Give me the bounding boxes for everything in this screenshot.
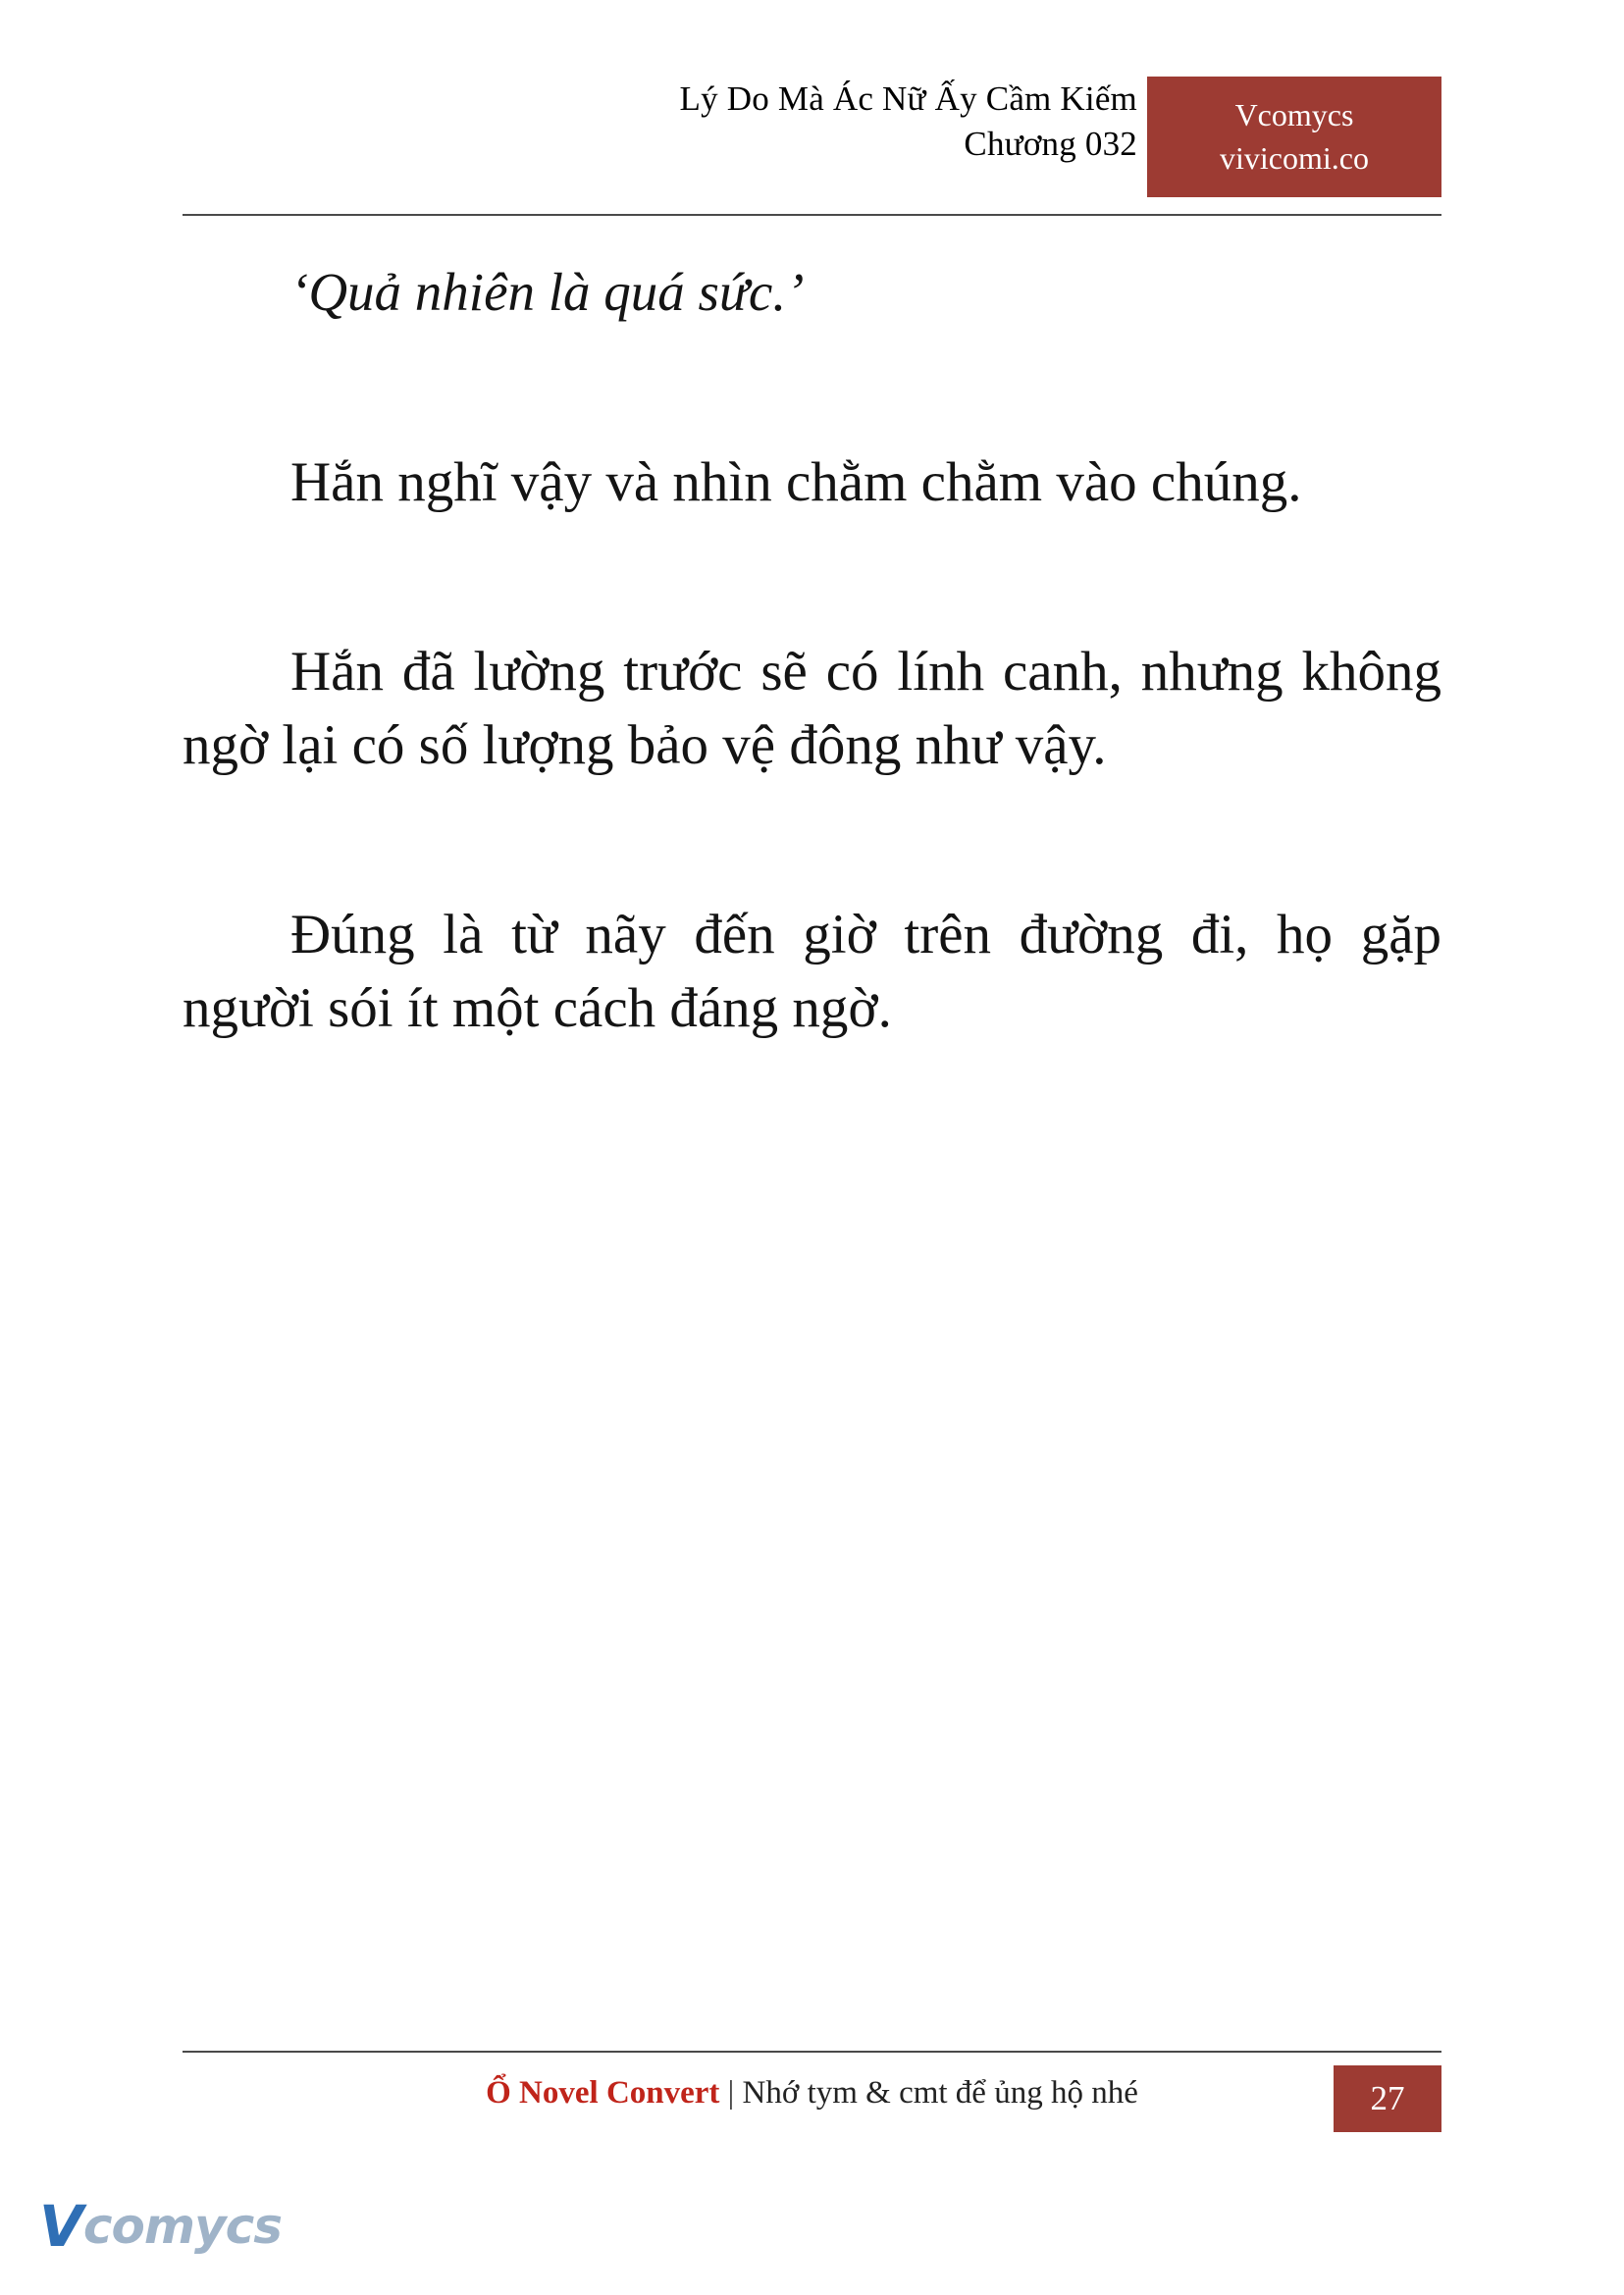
paragraph-spacer — [183, 519, 1441, 635]
footer-separator: | — [727, 2075, 735, 2111]
watermark-letter: V — [39, 2193, 81, 2260]
header-divider — [183, 214, 1441, 216]
site-badge-url: vivicomi.co — [1220, 139, 1369, 176]
paragraph-spacer — [183, 782, 1441, 898]
footer-note: Nhớ tym & cmt để ủng hộ nhé — [742, 2075, 1138, 2111]
site-badge — [1147, 77, 1441, 197]
site-badge-brand: Vcomycs — [1234, 97, 1354, 133]
footer-brand: Ổ Novel Convert — [486, 2075, 720, 2111]
footer-credit — [183, 2075, 1441, 2112]
paragraph-spacer — [183, 328, 1441, 445]
watermark-text: comycs — [82, 2198, 282, 2255]
page-number-badge: 27 — [1334, 2065, 1441, 2132]
paragraph-3: Đúng là từ nãy đến giờ trên đường đi, họ gặp người sói ít một cách đáng ngờ. — [183, 904, 1441, 1040]
book-title: Lý Do Mà Ác Nữ Ấy Cầm Kiếm — [679, 79, 1137, 118]
page-content — [183, 257, 1441, 1046]
footer-divider — [183, 2051, 1441, 2053]
paragraph-1: Hắn nghĩ vậy và nhìn chằm chằm vào chúng. — [290, 450, 1302, 513]
vcomycs-watermark-logo — [39, 2190, 282, 2263]
page-header — [183, 77, 1441, 204]
chapter-label: Chương 032 — [964, 125, 1137, 164]
paragraph-quote: ‘Quả nhiên là quá sức.’ — [290, 262, 805, 322]
paragraph-2: Hắn đã lường trước sẽ có lính canh, nhưng không ngờ lại có số lượng bảo vệ đông như vậy. — [183, 640, 1441, 776]
header-title-block — [680, 77, 1137, 167]
page-footer — [183, 2065, 1441, 2136]
